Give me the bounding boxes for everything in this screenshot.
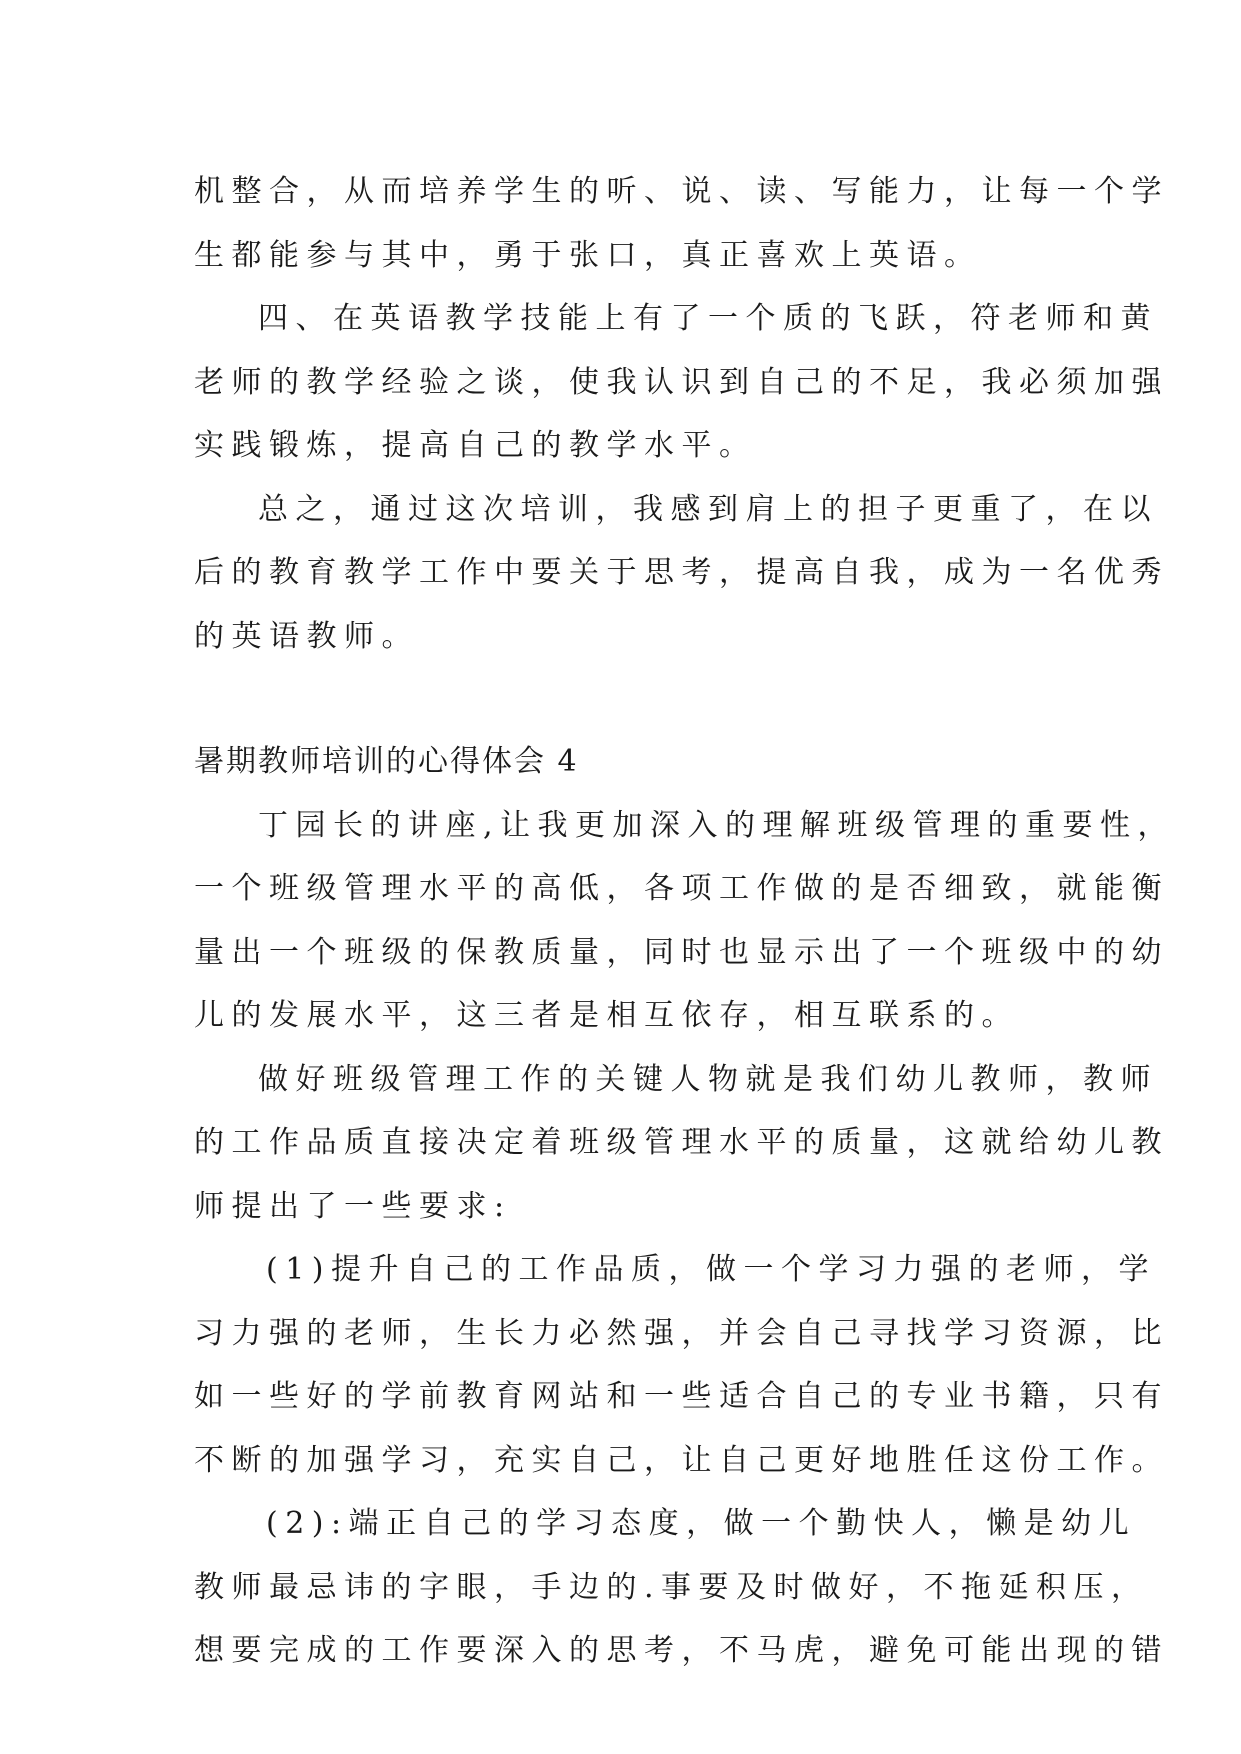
list-item-1 <box>194 1238 1169 1492</box>
text-line: 儿的发展水平，这三者是相互依存，相互联系的。 <box>194 998 1019 1033</box>
text-line: 丁园长的讲座,让我更加深入的理解班级管理的重要性， <box>258 807 1176 843</box>
paragraph-section3-tail <box>194 160 1169 287</box>
text-line: 实践锻炼，提高自己的教学水平。 <box>194 428 757 463</box>
text-line: 量出一个班级的保教质量，同时也显示出了一个班级中的幼 <box>194 934 1169 970</box>
text-line: 如一些好的学前教育网站和一些适合自己的专业书籍，只有 <box>194 1379 1169 1414</box>
text-line: 后的教育教学工作中要关于思考，提高自我，成为一名优秀 <box>194 555 1169 590</box>
text-line: 四、在英语教学技能上有了一个质的飞跃，符老师和黄 <box>258 301 1158 336</box>
text-line: 教师最忌讳的字眼，手边的.事要及时做好，不拖延积压， <box>194 1569 1149 1605</box>
text-line: 的英语教师。 <box>194 618 419 654</box>
text-line: 的工作品质直接决定着班级管理水平的质量，这就给幼儿教 <box>194 1125 1169 1160</box>
text-line: 老师的教学经验之谈，使我认识到自己的不足，我必须加强 <box>194 364 1169 400</box>
text-line: (2):端正自己的学习态度，做一个勤快人，懒是幼儿 <box>266 1506 1137 1541</box>
text-line: 一个班级管理水平的高低，各项工作做的是否细致，就能衡 <box>194 871 1169 906</box>
list-item-2 <box>194 1492 1169 1683</box>
paragraph-section4-requirements <box>194 1048 1169 1239</box>
text-line: 做好班级管理工作的关键人物就是我们幼儿教师，教师 <box>258 1061 1158 1097</box>
text-line: (1)提升自己的工作品质，做一个学习力强的老师，学 <box>266 1252 1156 1287</box>
text-line: 想要完成的工作要深入的思考，不马虎，避免可能出现的错 <box>194 1633 1169 1668</box>
paragraph-conclusion <box>194 478 1169 669</box>
text-line: 总之，通过这次培训，我感到肩上的担子更重了，在以 <box>258 491 1158 527</box>
paragraph-section4-intro <box>194 794 1176 1048</box>
paragraph-point-four <box>194 287 1169 478</box>
document-body <box>194 160 1176 1683</box>
text-line: 习力强的老师，生长力必然强，并会自己寻找学习资源，比 <box>194 1315 1169 1351</box>
section-title: 暑期教师培训的心得体会 4 <box>194 744 579 779</box>
text-line: 机整合，从而培养学生的听、说、读、写能力，让每一个学 <box>194 174 1169 209</box>
text-line: 生都能参与其中，勇于张口，真正喜欢上英语。 <box>194 237 982 273</box>
text-line: 师提出了一些要求: <box>194 1188 512 1224</box>
text-line: 不断的加强学习，充实自己，让自己更好地胜任这份工作。 <box>194 1442 1169 1478</box>
